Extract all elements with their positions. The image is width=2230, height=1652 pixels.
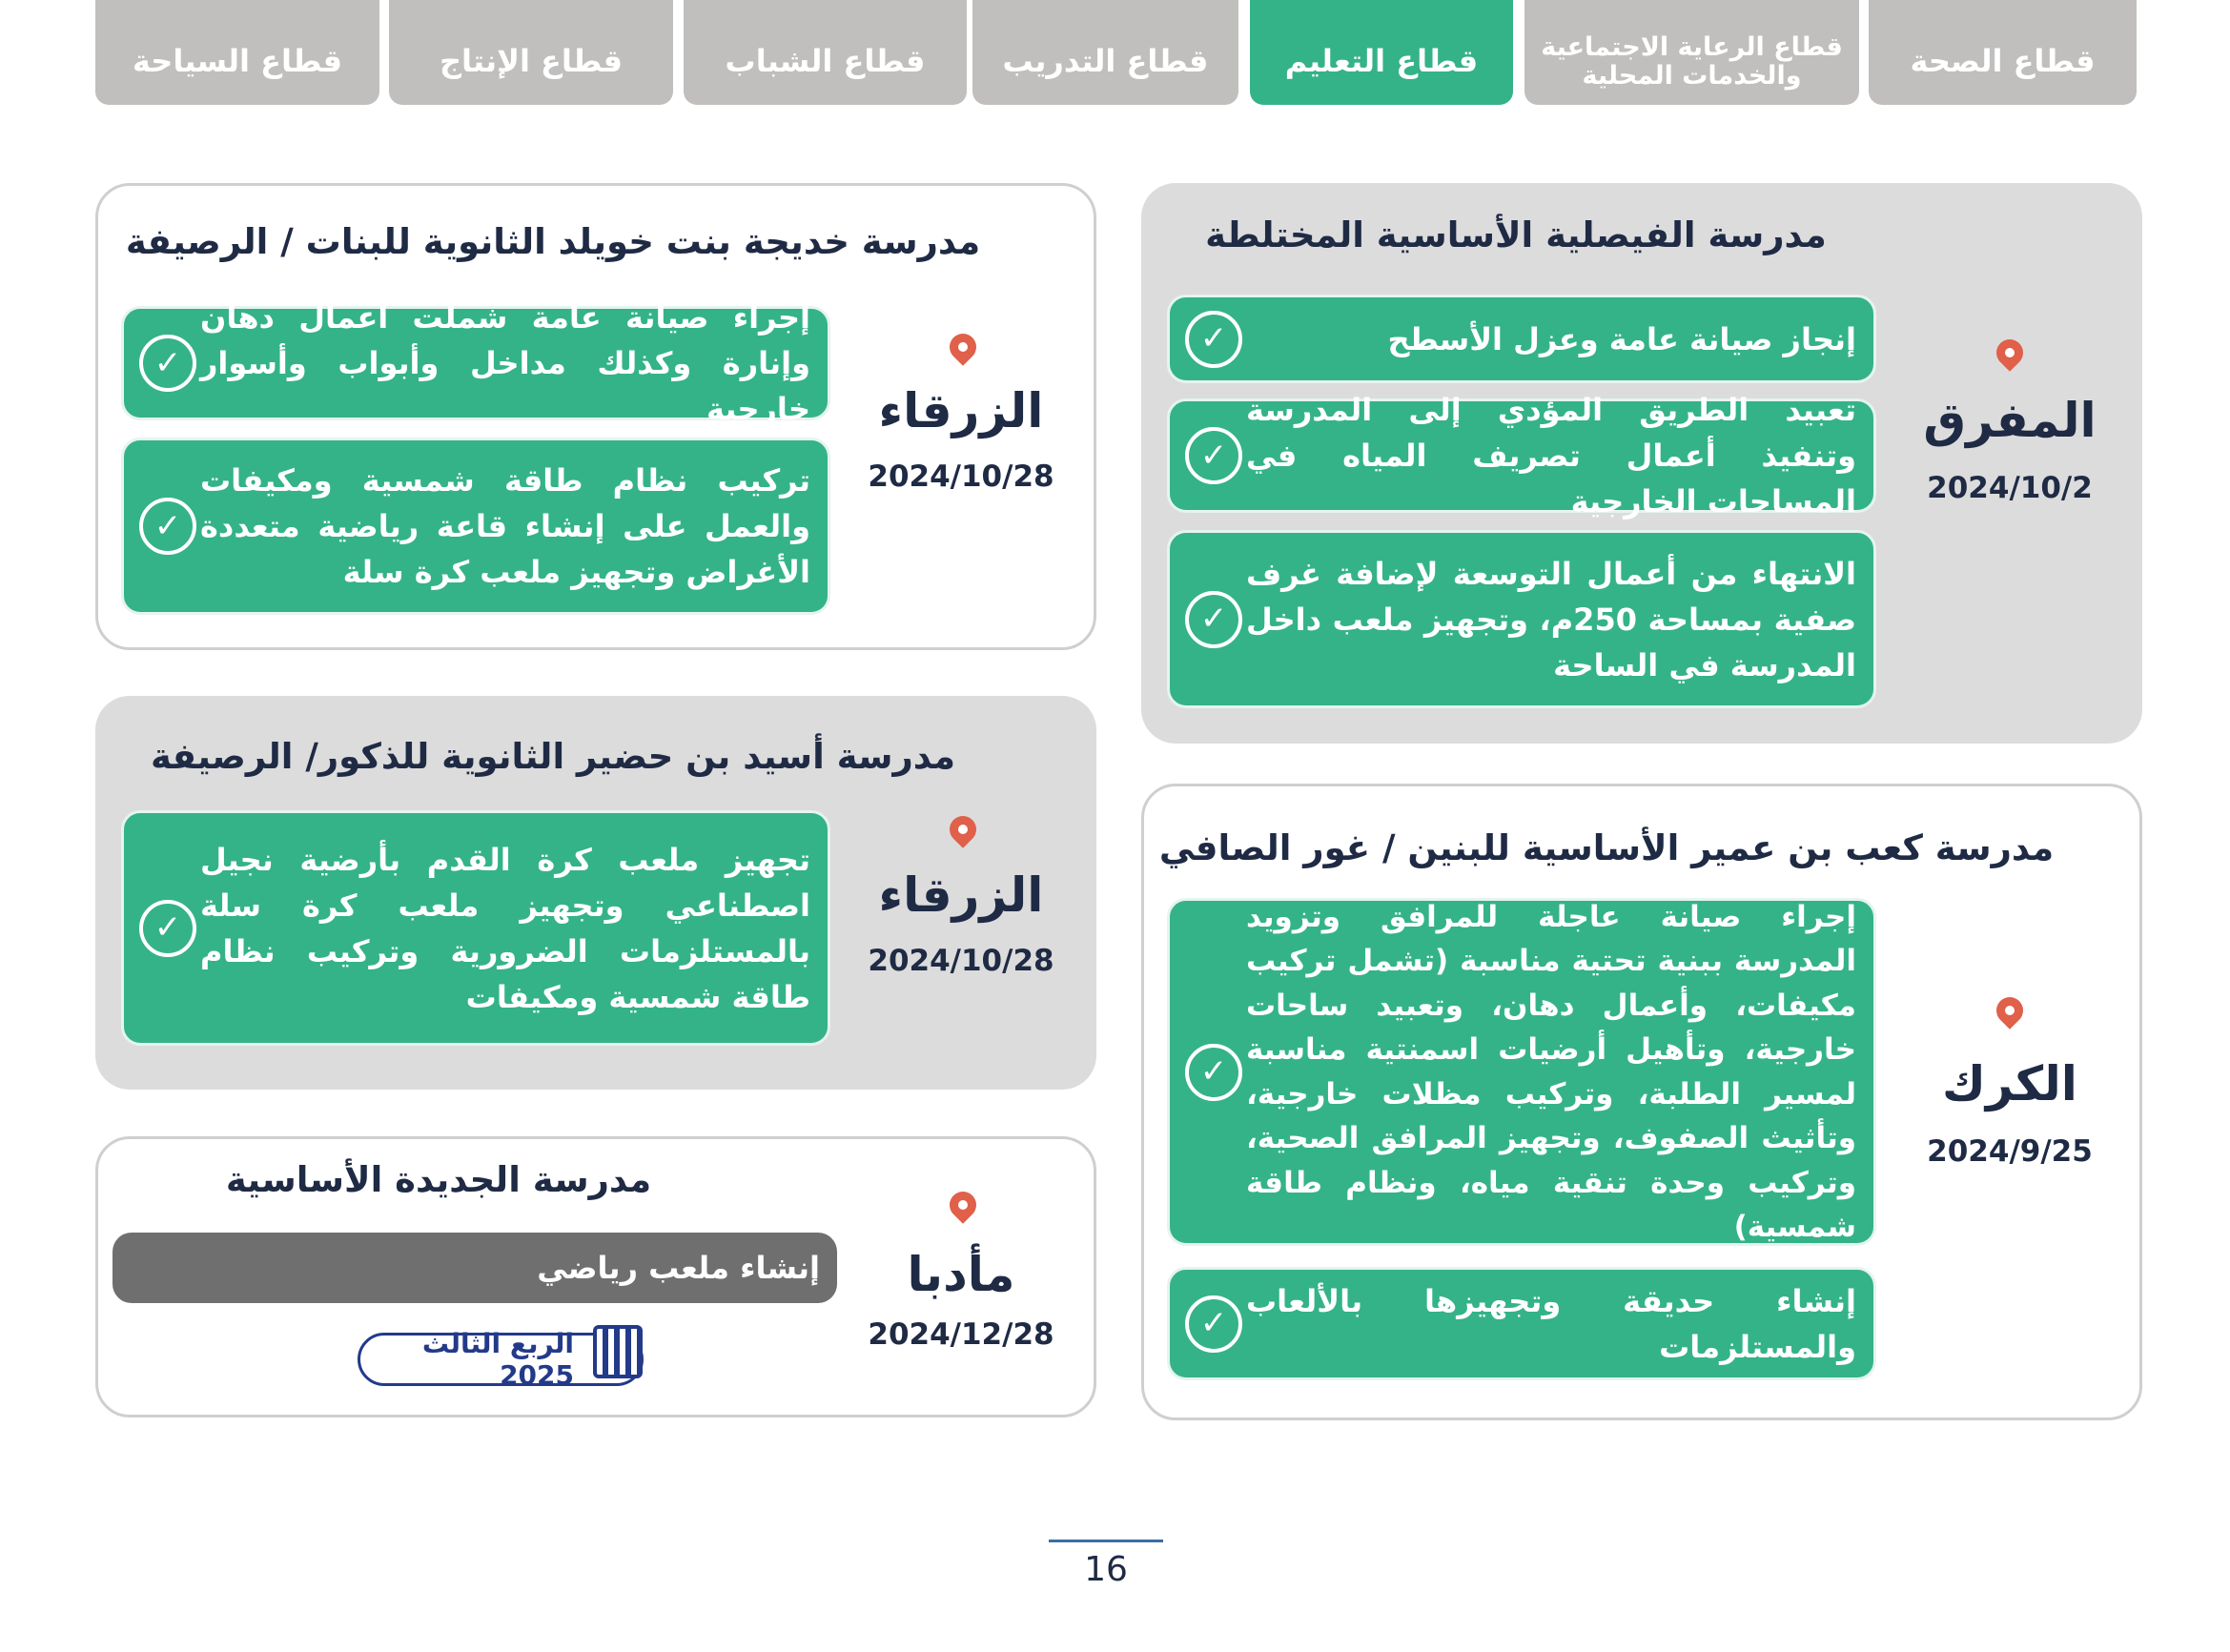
date: 2024/10/28	[868, 459, 1054, 494]
achievement-item	[121, 299, 830, 427]
tab-social-care[interactable]: قطاع الرعاية الاجتماعية والخدمات المحلية	[1524, 0, 1859, 105]
check-circle-icon: ✓	[1185, 1295, 1242, 1353]
date: 2024/10/2	[1927, 471, 2093, 505]
city-name: مأدبا	[907, 1247, 1015, 1302]
check-circle-icon: ✓	[1185, 1044, 1242, 1101]
check-circle-icon: ✓	[139, 900, 196, 957]
tab-health[interactable]: قطاع الصحة	[1869, 0, 2137, 105]
item-text: إنشاء ملعب رياضي	[537, 1250, 820, 1286]
check-circle-icon: ✓	[1185, 591, 1242, 648]
achievement-item	[121, 810, 830, 1046]
item-text: إنشاء حديقة وتجهيزها بالألعاب والمستلزمات	[1246, 1282, 1856, 1365]
item-text: الانتهاء من أعمال التوسعة لإضافة غرف صفية بمساحة 250م، وتجهيز ملعب داخل المدرسة في الساحة	[1246, 555, 1857, 683]
item-text: تعبيد الطريق المؤدي إلى المدرسة وتنفيذ أعمال تصريف المياه في المساحات الخارجية	[1246, 392, 1856, 520]
city-name: الزرقاء	[878, 383, 1044, 438]
tab-production[interactable]: قطاع الإنتاج	[389, 0, 673, 105]
school-title: مدرسة خديجة بنت خويلد الثانوية للبنات / الرصيفة	[125, 221, 981, 262]
item-text: إنجاز صيانة عامة وعزل الأسطح	[1387, 320, 1856, 357]
city-name: المفرق	[1923, 393, 2097, 448]
city-name: الكرك	[1942, 1056, 2077, 1112]
date: 2024/9/25	[1927, 1134, 2093, 1169]
school-title: مدرسة الفيصلية الأساسية المختلطة	[1205, 214, 1827, 255]
school-title: مدرسة كعب بن عمير الأساسية للبنين / غور الصافي	[1158, 827, 2055, 868]
tab-education[interactable]: قطاع التعليم	[1250, 0, 1513, 105]
page-number: 16	[1049, 1540, 1163, 1589]
item-text: تجهيز ملعب كرة القدم بأرضية نجيل اصطناعي وتجهيز ملعب كرة سلة بالمستلزمات الضرورية وتركيب نظام طاقة شمسية ومكيفات	[200, 841, 810, 1015]
check-circle-icon: ✓	[139, 335, 196, 392]
tab-youth[interactable]: قطاع الشباب	[684, 0, 967, 105]
calendar-clock-icon	[593, 1325, 643, 1378]
achievement-item	[1167, 898, 1876, 1246]
achievement-item	[121, 438, 830, 615]
achievement-item	[1167, 530, 1876, 708]
check-circle-icon: ✓	[139, 498, 196, 555]
date: 2024/12/28	[868, 1317, 1054, 1352]
pending-item	[113, 1233, 837, 1303]
tab-tourism[interactable]: قطاع السياحة	[95, 0, 379, 105]
check-circle-icon: ✓	[1185, 311, 1242, 368]
school-title: مدرسة أسيد بن حضير الثانوية للذكور/ الرصيفة	[150, 736, 956, 777]
achievement-item	[1167, 392, 1876, 520]
item-text: تركيب نظام طاقة شمسية ومكيفات والعمل على إنشاء قاعة رياضية متعددة الأغراض وتجهيز ملعب كرة سلة	[200, 462, 810, 590]
item-text: إجراء صيانة عاجلة للمرافق وتزويد المدرسة ببنية تحتية مناسبة (تشمل تركيب مكيفات، وأعمال دهان، وتعبيد ساحات خارجية، وتأهيل أرضيات اسمنتية مناسبة لمسير الطلبة، وتركيب مظلات خارجية، وتأثيث الصفوف، وتجهيز المرافق الصحية، وتركيب وحدة تنقية مياه، ونظام طاقة شمسية)	[1246, 899, 1856, 1244]
item-text: إجراء صيانة عامة شملت أعمال دهان وإنارة وكذلك مداخل وأبواب وأسوار خارجية	[200, 299, 810, 427]
check-circle-icon: ✓	[1185, 427, 1242, 484]
achievement-item	[1167, 1267, 1876, 1380]
date: 2024/10/28	[868, 944, 1054, 978]
city-name: الزرقاء	[878, 867, 1044, 923]
tab-training[interactable]: قطاع التدريب	[972, 0, 1238, 105]
quarter-text: الربع الثالث 2025	[421, 1328, 574, 1391]
achievement-item	[1167, 295, 1876, 383]
school-title: مدرسة الجديدة الأساسية	[225, 1159, 652, 1200]
